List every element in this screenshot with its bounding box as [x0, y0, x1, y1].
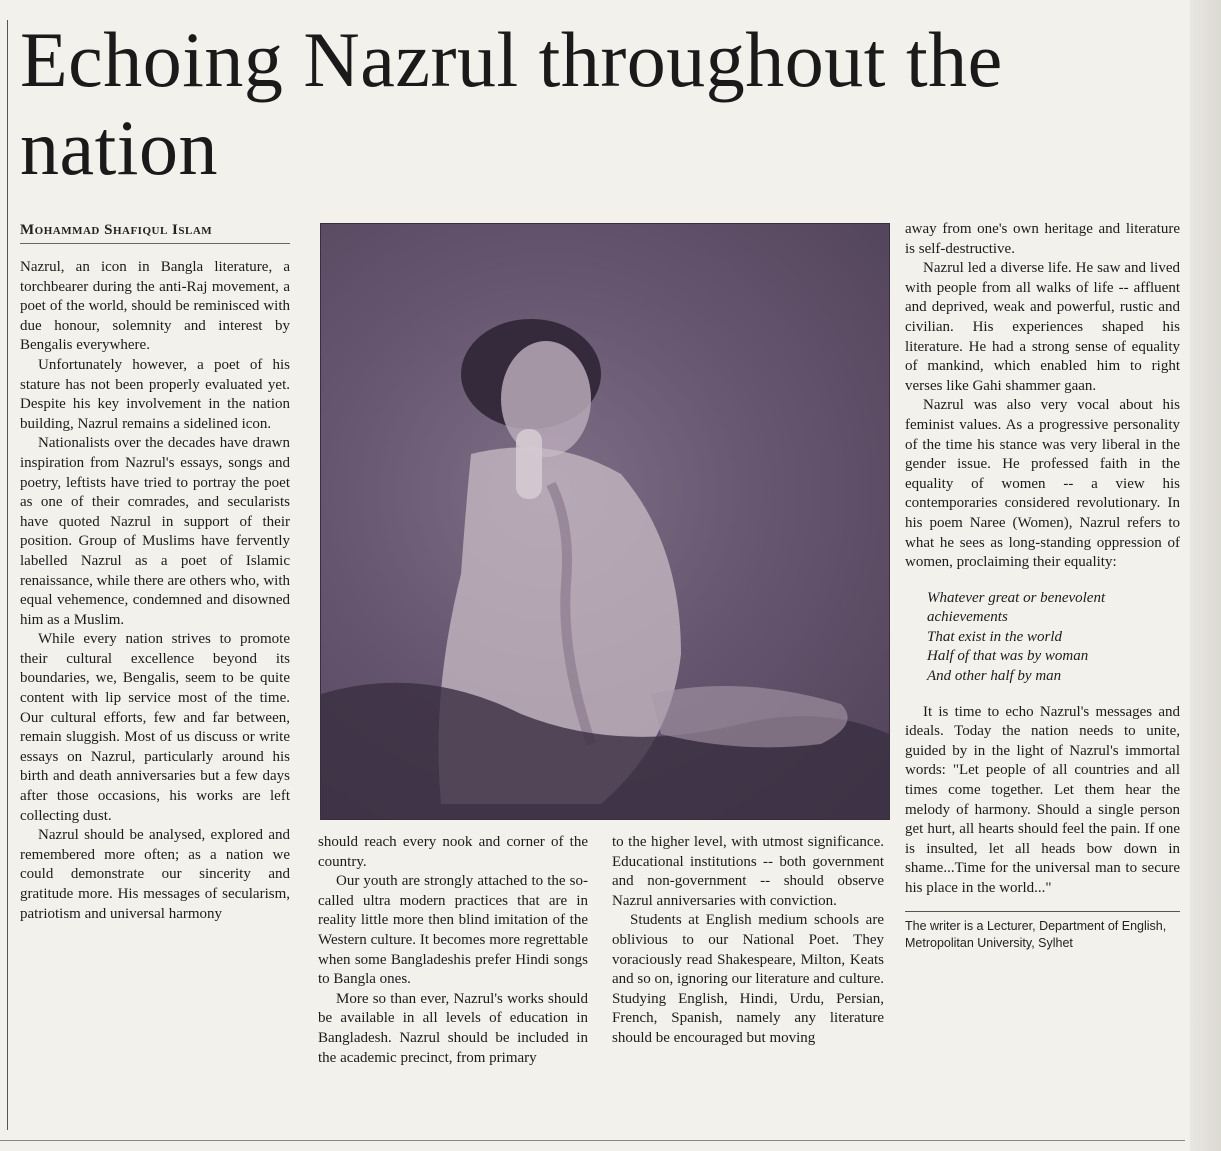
portrait-photo-icon [320, 223, 890, 820]
paragraph: away from one's own heritage and literature is self-destructive. [905, 221, 1180, 257]
paragraph: Unfortunately however, a poet of his stature has not been properly evaluated yet. Despite his key involvement in the nation building, Nazrul remains a sidelined icon. [20, 356, 290, 432]
paragraph: Nazrul should be analysed, explored and remembered more often; as a nation we could demonstrate our sincerity and gratitude more. His messages of secularism, patriotism and universal harmony [20, 827, 290, 922]
paragraph: More so than ever, Nazrul's works should be available in all levels of education in Bangladesh. Nazrul should be included in the academic precinct, from primary [318, 990, 588, 1066]
article-column-1 [20, 258, 290, 924]
left-column-rule [7, 20, 8, 1130]
bottom-rule [0, 1140, 1185, 1141]
poem-line: Half of that was by woman [927, 648, 1089, 665]
page-edge-shadow [1190, 0, 1221, 1151]
article-byline: Mohammad Shafiqul Islam [20, 222, 290, 244]
paragraph: Nationalists over the decades have drawn inspiration from Nazrul's essays, songs and poetry, leftists have tried to portray the poet as one of their comrades, and secularists have quoted Nazrul in support of their position. Group of Muslims have fervently labelled Nazrul as a poet of Islamic renaissance, while there are others who, with equal vehemence, condemned and disowned him as a Muslim. [20, 435, 290, 628]
article-column-4 [905, 220, 1180, 952]
paragraph: should reach every nook and corner of the country. [318, 834, 588, 870]
paragraph: Nazrul was also very vocal about his feminist values. As a progressive personality of the time his stance was very liberal in the gender issue. He professed faith in the equality of women -- a view his contemporaries considered revolutionary. In his poem Naree (Women), Nazrul refers to what he sees as long-standing oppression of women, proclaiming their equality: [905, 397, 1180, 571]
article-column-2 [318, 833, 588, 1068]
writer-note-rule [905, 911, 1180, 912]
article-headline: Echoing Nazrul throughout the nation [20, 16, 1003, 191]
poem-line: That exist in the world [927, 628, 1062, 645]
paragraph: to the higher level, with utmost significance. Educational institutions -- both government and non-government -- should observe Nazrul anniversaries with conviction. [612, 834, 884, 909]
writer-note: The writer is a Lecturer, Department of English, Metropolitan University, Sylhet [905, 918, 1167, 950]
paragraph: Our youth are strongly attached to the so-called ultra modern practices that are in reality little more then blind imitation of the Western culture. It becomes more regrettable when some Bangladeshis prefer Hindi songs to Bangla ones. [318, 873, 588, 988]
poem-excerpt [927, 589, 1180, 687]
poem-line: And other half by man [927, 668, 1062, 685]
paragraph: Students at English medium schools are oblivious to our National Poet. They voraciously read Shakespeare, Milton, Keats and so on, ignoring our literature and culture. Studying English, Hindi, Urdu, Persian, French, Spanish, namely any literature should be encouraged but moving [612, 912, 885, 1046]
article-column-3 [612, 833, 884, 1049]
poem-line: Whatever great or benevolent achievements [927, 589, 1106, 626]
paragraph: While every nation strives to promote their cultural excellence beyond its boundaries, we, Bengalis, seem to be quite content with lip service most of the time. Our cultural efforts, few and far between, remain sluggish. Most of us discuss or write essays on Nazrul, particularly around his birth and death anniversaries but a few days after those occasions, his works are left collecting dust. [20, 631, 290, 824]
portrait-illustration [321, 224, 889, 819]
paragraph: It is time to echo Nazrul's messages and ideals. Today the nation needs to unite, guided by in the light of Nazrul's immortal words: "Let people of all countries and all times come together. Let them hear the melody of harmony. Should a single person get hurt, all hearts should feel the pain. If one is insulted, let all heads bow down in shame...Time for the universal man to secure his place in the world..." [905, 703, 1180, 896]
paragraph: Nazrul led a diverse life. He saw and lived with people from all walks of life -- affluent and deprived, weak and powerful, rustic and civilian. His experiences shaped his literature. He had a strong sense of equality of mankind, which enabled him to right verses like Gahi shammer gaan. [905, 260, 1180, 394]
paragraph: Nazrul, an icon in Bangla literature, a torchbearer during the anti-Raj movement, a poet of the world, should be reminisced with due honour, solemnity and interest by Bengalis everywhere. [20, 259, 290, 354]
